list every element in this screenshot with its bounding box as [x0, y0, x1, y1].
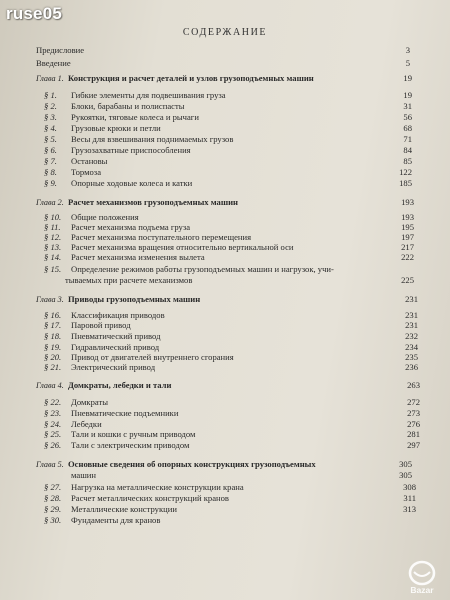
chapter-row [0, 197, 450, 208]
chapter-label: Глава 3. [36, 295, 64, 304]
section-label: § 11. [44, 222, 61, 232]
section-label: § 3. [44, 112, 57, 122]
section-title: Расчет механизма поступательного перемещения [71, 232, 252, 242]
toc-row [0, 504, 450, 515]
section-label: § 14. [44, 252, 62, 262]
section-title: Гибкие элементы для подвешивания груза [71, 90, 226, 100]
page-number: 71 [403, 134, 412, 144]
page-number: 217 [401, 242, 414, 252]
chapter-title: Расчет механизмов грузоподъемных машин [68, 197, 238, 207]
section-label: § 5. [44, 134, 57, 144]
toc-row [0, 429, 450, 440]
page-number: 84 [403, 145, 412, 155]
page-number: 231 [405, 310, 418, 320]
toc-row [0, 264, 450, 275]
chapter-label: Глава 2. [36, 198, 64, 207]
logo-text: Bazar [410, 585, 434, 595]
chapter-title: Основные сведения об опорных конструкциях грузоподъемных [68, 459, 316, 469]
toc-row [0, 145, 450, 156]
page-title: СОДЕРЖАНИЕ [182, 27, 268, 38]
page-number: 5 [405, 58, 410, 68]
toc-row [0, 101, 450, 112]
section-title: Классификация приводов [71, 310, 165, 320]
page-number: 193 [401, 212, 414, 222]
section-label: § 27. [44, 482, 62, 492]
page-number: 19 [403, 90, 412, 100]
toc-row [0, 331, 450, 342]
section-label: § 21. [44, 362, 62, 372]
page-number: 313 [403, 504, 416, 514]
section-label: § 29. [44, 504, 62, 514]
toc-row [0, 134, 450, 145]
section-label: § 1. [44, 90, 57, 100]
page-number: 195 [401, 222, 414, 232]
page-number: 305 [399, 470, 412, 480]
section-label: § 24. [44, 419, 62, 429]
page-number: 234 [405, 342, 418, 352]
section-title: Фундаменты для кранов [71, 515, 161, 525]
section-label: § 23. [44, 408, 62, 418]
toc-row [0, 123, 450, 134]
section-label: § 18. [44, 331, 62, 341]
section-title: Нагрузка на металлические конструкции крана [71, 482, 244, 492]
section-label: § 4. [44, 123, 57, 133]
page-number: 197 [401, 232, 414, 242]
chapter-title: Приводы грузоподъемных машин [68, 294, 201, 304]
section-title: Общие положения [71, 212, 139, 222]
chapter-label: Глава 4. [36, 381, 64, 390]
section-title: тываемых при расчете механизмов [65, 275, 193, 285]
section-label: § 17. [44, 320, 62, 330]
section-title: Весы для взвешивания поднимаемых грузов [71, 134, 234, 144]
toc-row [0, 58, 450, 69]
toc-row [0, 397, 450, 408]
watermark-text: ruse05 [6, 4, 63, 23]
page-number: 122 [399, 167, 412, 177]
section-title: Остановы [71, 156, 108, 166]
page-number: 231 [405, 294, 418, 304]
page-number: 272 [407, 397, 420, 407]
page-number: 273 [407, 408, 420, 418]
section-title: Рукоятки, тяговые колеса и рычаги [71, 112, 199, 122]
chapter-title: Конструкция и расчет деталей и узлов грузоподъемных машин [68, 73, 314, 83]
section-label: § 9. [44, 178, 57, 188]
toc-row [0, 45, 450, 56]
section-label: § 28. [44, 493, 62, 503]
section-title: Тали с электрическим приводом [71, 440, 190, 450]
chapter-label: Глава 1. [36, 74, 64, 83]
section-title: Лебедки [71, 419, 102, 429]
section-label: § 13. [44, 242, 62, 252]
page-number: 225 [401, 275, 414, 285]
bazar-logo-icon [400, 556, 444, 596]
section-title: Блоки, барабаны и полиспасты [71, 101, 185, 111]
toc-row [0, 470, 450, 481]
section-title: Грузозахватные приспособления [71, 145, 191, 155]
page-number: 276 [407, 419, 420, 429]
page-number: 3 [405, 45, 410, 55]
page-number: 263 [407, 380, 420, 390]
page-number: 281 [407, 429, 420, 439]
section-label: § 20. [44, 352, 62, 362]
toc-row [0, 275, 450, 286]
toc-row [0, 482, 450, 493]
section-label: § 16. [44, 310, 62, 320]
section-title: Пневматический привод [71, 331, 161, 341]
toc-row [0, 493, 450, 504]
toc-row [0, 515, 450, 526]
page-number: 231 [405, 320, 418, 330]
page-number: 311 [403, 493, 416, 503]
page-number: 31 [403, 101, 412, 111]
section-title: Расчет механизма подъема груза [71, 222, 191, 232]
chapter-title: Домкраты, лебедки и тали [68, 380, 172, 390]
section-label: § 22. [44, 397, 62, 407]
section-title: Опорные ходовые колеса и катки [71, 178, 193, 188]
section-label: § 12. [44, 232, 62, 242]
chapter-row [0, 73, 450, 84]
page-number: 56 [403, 112, 412, 122]
section-label: § 15. [44, 264, 62, 274]
section-label: § 8. [44, 167, 57, 177]
section-title: Расчет механизма изменения вылета [71, 252, 205, 262]
page-number: 193 [401, 197, 414, 207]
page-number: 19 [403, 73, 412, 83]
section-title: Тали и кошки с ручным приводом [71, 429, 196, 439]
toc-row [0, 252, 450, 263]
section-title: Привод от двигателей внутреннего сгорания [71, 352, 234, 362]
toc-row [0, 167, 450, 178]
toc-row [0, 112, 450, 123]
page-number: 68 [403, 123, 412, 133]
section-label: § 30. [44, 515, 62, 525]
page-number: 308 [403, 482, 416, 492]
section-label: § 26. [44, 440, 62, 450]
page-number: 236 [405, 362, 418, 372]
section-label: § 10. [44, 212, 62, 222]
section-title: Тормоза [71, 167, 102, 177]
page-number: 85 [403, 156, 412, 166]
chapter-row [0, 380, 450, 391]
section-title: Грузовые крюки и петли [71, 123, 161, 133]
page-number: 222 [401, 252, 414, 262]
section-label: § 19. [44, 342, 62, 352]
section-label: § 25. [44, 429, 62, 439]
page-number: 232 [405, 331, 418, 341]
page-number: 235 [405, 352, 418, 362]
page-number: 185 [399, 178, 412, 188]
toc-row [0, 156, 450, 167]
toc-row [0, 408, 450, 419]
section-title: Расчет металлических конструкций кранов [71, 493, 229, 503]
toc-row [0, 178, 450, 189]
chapter-label: Глава 5. [36, 460, 64, 469]
toc-row [0, 362, 450, 373]
section-title: Расчет механизма вращения относительно вертикальной оси [71, 242, 294, 252]
page-number: 305 [399, 459, 412, 469]
toc-row [0, 320, 450, 331]
section-label: § 6. [44, 145, 57, 155]
section-title: Домкраты [71, 397, 109, 407]
section-label: § 7. [44, 156, 57, 166]
section-title: Предисловие [36, 45, 85, 55]
section-title: Паровой привод [71, 320, 131, 330]
toc-row [0, 90, 450, 101]
chapter-row [0, 459, 450, 470]
section-title: машин [71, 470, 97, 480]
section-title: Введение [36, 58, 71, 68]
chapter-row [0, 294, 450, 305]
section-label: § 2. [44, 101, 57, 111]
section-title: Металлические конструкции [71, 504, 177, 514]
page-number: 297 [407, 440, 420, 450]
section-title: Электрический привод [71, 362, 156, 372]
section-title: Гидравлический привод [71, 342, 160, 352]
toc-row [0, 440, 450, 451]
section-title: Пневматические подъемники [71, 408, 179, 418]
section-title: Определение режимов работы грузоподъемных машин и нагрузок, учи- [71, 264, 334, 274]
